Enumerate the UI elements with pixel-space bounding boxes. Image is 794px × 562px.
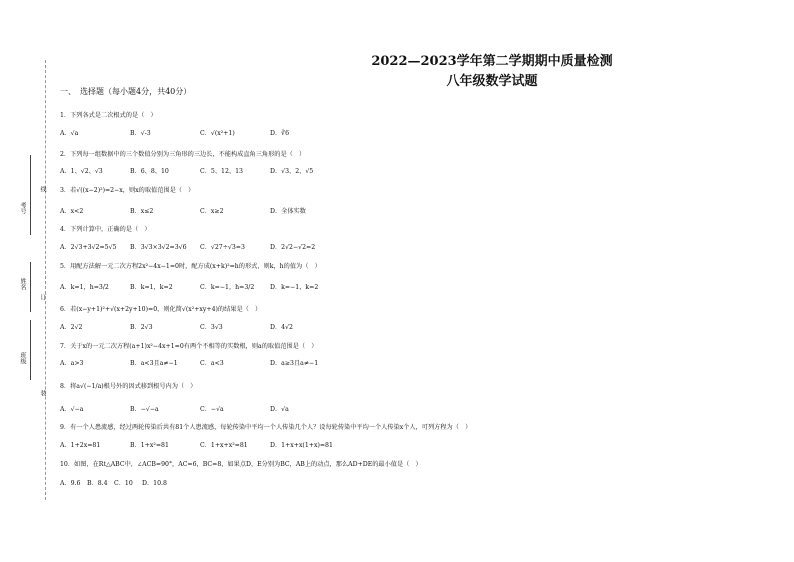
section-heading: 一、 选择题（每小题4分，共40分） (60, 87, 192, 96)
option-b: B．k=1，k=2 (130, 284, 173, 291)
option-c: C．x≥2 (200, 208, 224, 215)
class-rule (30, 320, 31, 380)
question-stem: 10．如图，在Rt△ABC中，∠ACB=90°，AC=6，BC=8，如果点D，E分别为BC，AB上的动点，那么AD+DE的最小值是（ ） (60, 461, 422, 468)
option-a: A．2√2 (60, 324, 83, 331)
option-b: B．−√−a (130, 406, 159, 413)
option-a: A．1+2x=81 (60, 442, 101, 449)
option-a: A．a>3 (60, 360, 84, 367)
question-stem: 3．若√((x−2)²)=2−x，则x的取值范围是（ ） (60, 187, 195, 194)
question-stem: 4．下列计算中，正确的是（ ） (60, 226, 151, 233)
bind-mark: 装 (39, 390, 46, 396)
name-label: 姓名 (19, 278, 26, 290)
order-mark: 订 (39, 294, 46, 300)
option-b: B．8.4 (87, 480, 108, 487)
option-d: D．√a (270, 406, 289, 413)
question-stem: 5．用配方法解一元二次方程2x²−4x−1=0时，配方成(x+k)²=h的形式，则k，h的值为（ ） (60, 263, 321, 270)
option-d: D．10.8 (142, 480, 167, 487)
name-rule (30, 262, 31, 312)
exam-no-label: 考号 (19, 202, 26, 214)
option-a: A．2√3+3√2=5√5 (60, 244, 117, 251)
option-d: D．4√2 (270, 324, 293, 331)
exam-title: 2022—2023学年第二学期期中质量检测 (371, 54, 613, 69)
option-c: C．√(x²+1) (200, 130, 235, 137)
binding-dashed-line (45, 60, 46, 500)
question-stem: 7．关于x的一元二次方程(a+1)x²−4x+1=0有两个不相等的实数根，则a的取值范围是（ ） (60, 343, 318, 350)
option-a: A．9.6 (60, 480, 81, 487)
option-d: D．√3、2、√5 (270, 168, 314, 175)
exam-subtitle: 八年级数学试题 (446, 74, 538, 89)
option-c: C．10 (114, 480, 133, 487)
question-stem: 2．下列每一组数据中的三个数值分别为三角形的三边长，不能构成直角三角形的是（ ） (60, 151, 306, 158)
option-c: C．a<3 (200, 360, 224, 367)
option-a: A．1、√2、√3 (60, 168, 103, 175)
option-b: B．1+x²=81 (130, 442, 169, 449)
option-a: A．√−a (60, 406, 84, 413)
option-a: A．√a (60, 130, 79, 137)
option-a: A．x<2 (60, 208, 84, 215)
question-stem: 9．有一个人患流感，经过两轮传染后共有81个人患流感，每轮传染中平均一个人传染几个人？设每轮传染中平均一个人传染x个人，可列方程为（ ） (60, 424, 472, 431)
question-stem: 8．将a√(−1/a)根号外的因式移到根号内为（ ） (60, 383, 197, 390)
exam-no-rule (30, 155, 31, 235)
option-c: C．3√3 (200, 324, 223, 331)
line-mark: 线 (39, 186, 46, 192)
option-c: C．√27÷√3=3 (200, 244, 245, 251)
option-d: D．1+x+x(1+x)=81 (270, 442, 333, 449)
option-b: B．6、8、10 (130, 168, 169, 175)
option-c: C．−√a (200, 406, 224, 413)
option-b: B．x≤2 (130, 208, 154, 215)
option-c: C．5、12、13 (200, 168, 243, 175)
option-b: B．3√3×3√2=3√6 (130, 244, 187, 251)
question-stem: 1．下列各式是二次根式的是（ ） (60, 112, 157, 119)
option-b: B．a<3且a≠−1 (130, 360, 178, 367)
option-c: C．1+x+x²=81 (200, 442, 248, 449)
option-a: A．k=1，h=3/2 (60, 284, 109, 291)
option-d: D．2√2−√2=2 (270, 244, 316, 251)
option-b: B．√-3 (130, 130, 151, 137)
option-d: D．全体实数 (270, 208, 306, 215)
question-stem: 6．若(x−y+1)²+√(x+2y+10)=0，则化简√(x²+xy+4)的结果是（ ） (60, 306, 262, 313)
option-d: D．k=−1，k=2 (270, 284, 319, 291)
option-b: B．2√3 (130, 324, 153, 331)
option-c: C．k=−1，h=3/2 (200, 284, 255, 291)
class-label: 班级 (19, 352, 26, 364)
option-d: D．∛6 (270, 130, 290, 137)
option-d: D．a≥3且a≠−1 (270, 360, 319, 367)
